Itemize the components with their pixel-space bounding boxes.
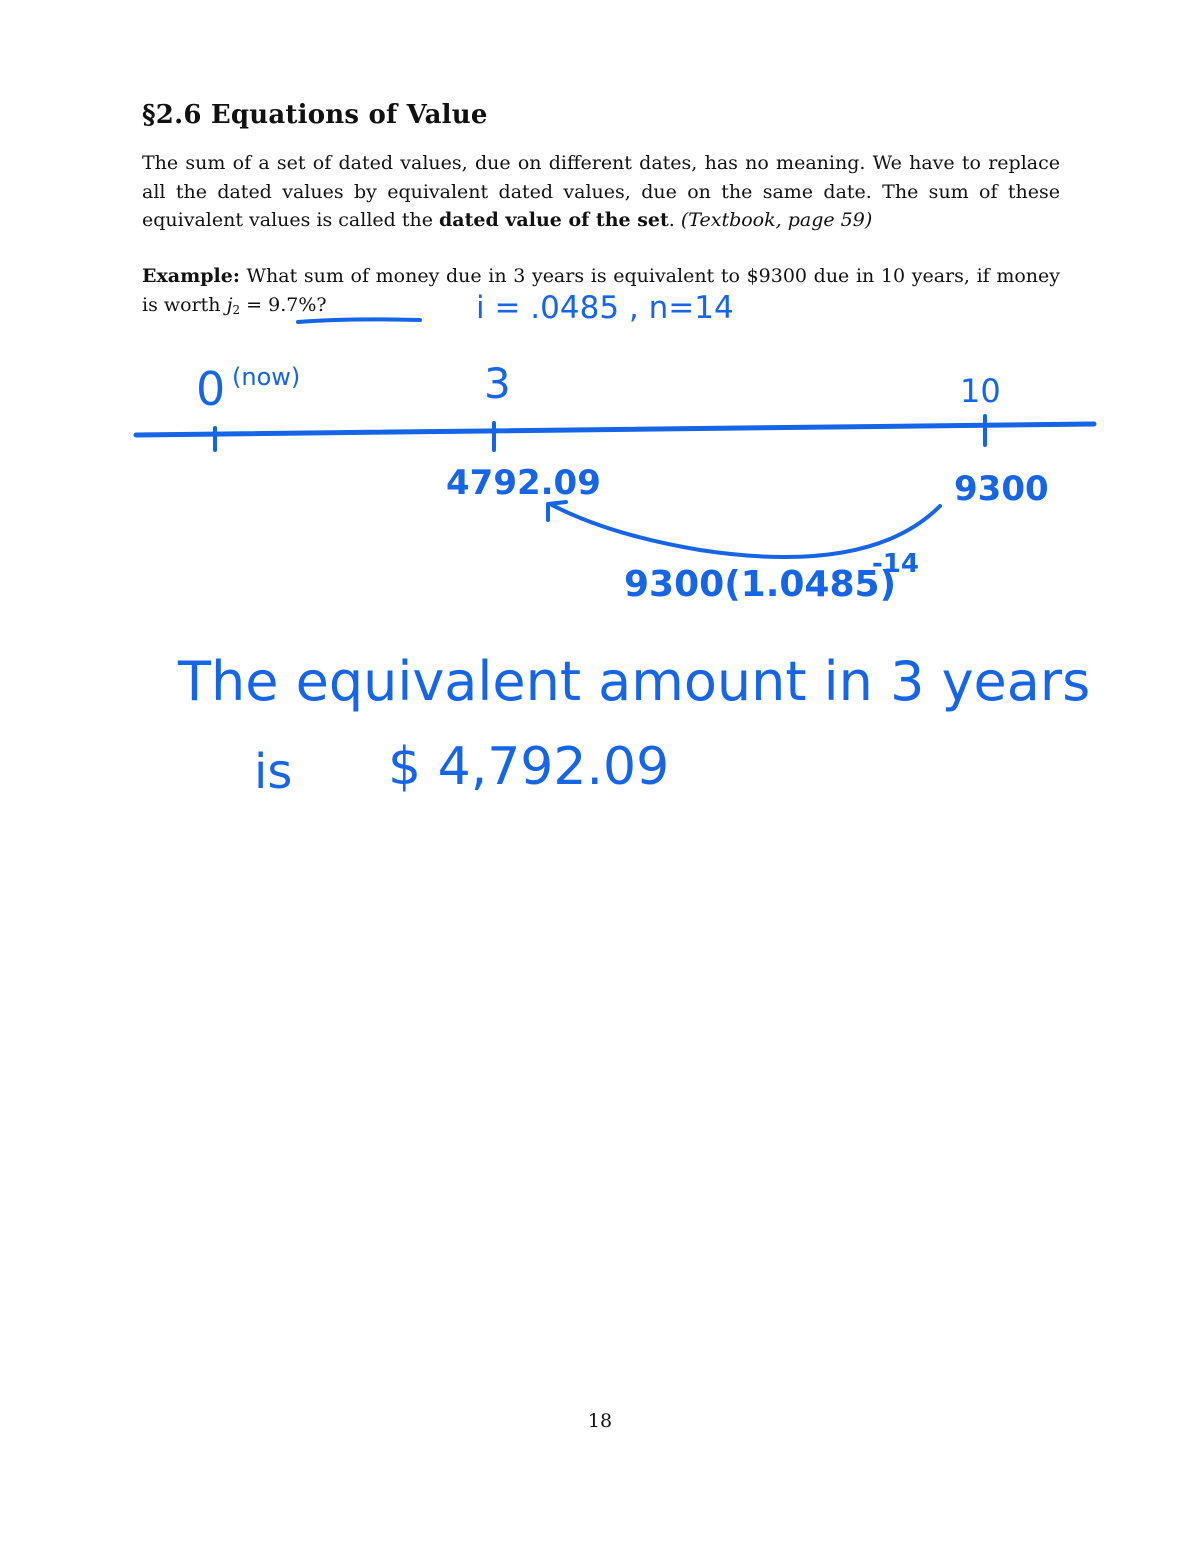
definition-paragraph <box>142 149 1060 235</box>
conclusion-line-1: The equivalent amount in 3 years <box>178 650 1091 713</box>
rate-note: i = .0485 , n=14 <box>476 290 734 326</box>
discount-arrowhead <box>548 502 566 520</box>
discount-formula-exponent: -14 <box>872 549 919 579</box>
definition-text: The sum of a set of dated values, due on different dates, has no meaning. We have to replace all the dated values by equivalent dated values, due on the same date. The sum of these equivalent values is called the <box>142 152 1060 231</box>
example-paragraph <box>142 262 1060 324</box>
dated-value-term: dated value of the set <box>439 209 669 231</box>
timeline-label-10: 10 <box>960 372 1001 410</box>
example-question: What sum of money due in 3 years is equivalent to $9300 due in 10 years, if money is worth <box>142 265 1060 316</box>
timeline-axis <box>136 424 1094 435</box>
discount-formula: 9300(1.0485) <box>624 564 897 605</box>
page-number: 18 <box>587 1410 613 1432</box>
discount-arrow-curve <box>552 505 940 557</box>
rate-variable: j <box>226 293 233 316</box>
conclusion-line-2-amount: $ 4,792.09 <box>388 737 670 797</box>
example-label: Example: <box>142 265 240 287</box>
conclusion-line-2-is: is <box>254 744 293 800</box>
textbook-citation: (Textbook, page 59) <box>680 209 873 231</box>
rate-value: = 9.7%? <box>240 293 327 316</box>
definition-period: . <box>668 209 681 231</box>
rate-variable-subscript: 2 <box>232 302 241 317</box>
timeline-label-3: 3 <box>484 359 511 408</box>
value-at-10: 9300 <box>954 469 1049 509</box>
section-heading: §2.6 Equations of Value <box>142 100 488 130</box>
value-at-3: 4792.09 <box>446 463 601 503</box>
timeline-label-0: 0 <box>196 362 226 416</box>
timeline-label-now: (now) <box>232 363 301 391</box>
